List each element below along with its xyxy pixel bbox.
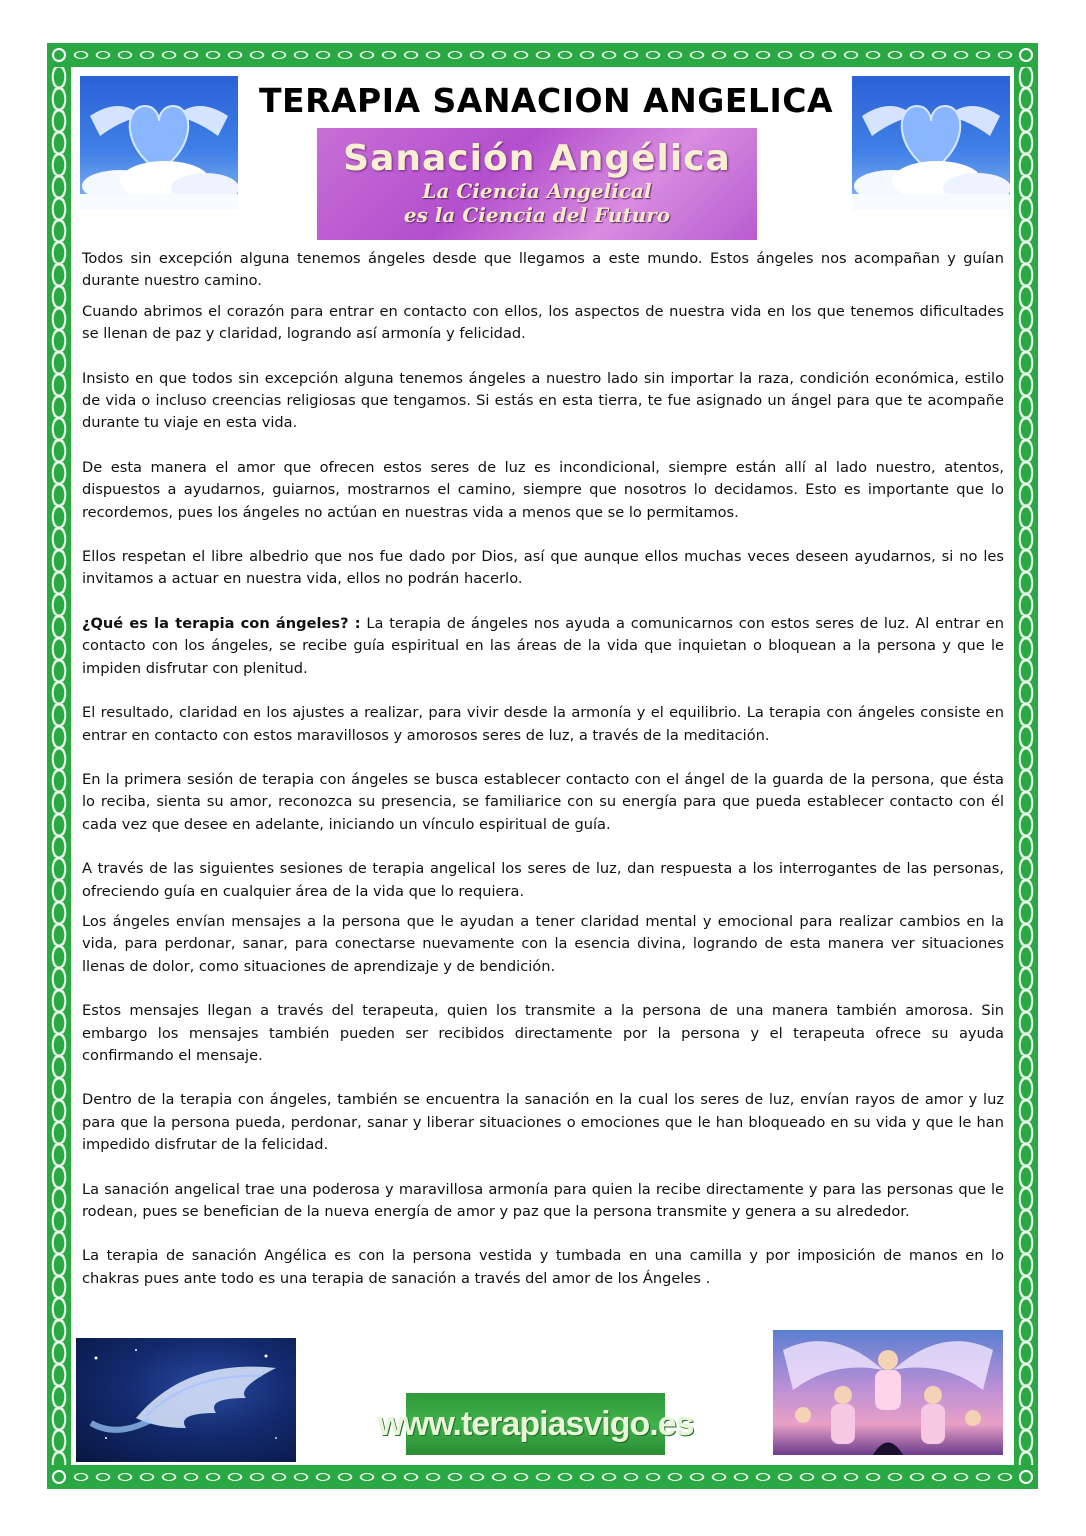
border-chain-bottom <box>47 1465 1038 1489</box>
border-chain-right <box>1014 43 1038 1489</box>
paragraph-question <box>82 613 1004 680</box>
banner-subtitle-line-2: es la Ciencia del Futuro <box>403 203 671 227</box>
website-banner[interactable] <box>377 1393 694 1455</box>
paragraph: En la primera sesión de terapia con ángeles se busca establecer contacto con el ángel de la guarda de la persona, que ésta lo reciba, sienta su amor, reconozca su presencia, se familiarice con su energía para que pueda establecer contacto con él cada vez que desee en adelante, iniciando un vínculo espiritual de guía. <box>82 770 1004 833</box>
paragraph: Cuando abrimos el corazón para entrar en contacto con ellos, los aspectos de nuestra vida en los que tenemos dificultades se llenan de paz y claridad, logrando así armonía y felicidad. <box>82 302 1004 343</box>
article-body <box>82 248 1004 1290</box>
paragraph: Estos mensajes llegan a través del terapeuta, quien los transmite a la persona de una manera también amorosa. Sin embargo los mensajes también pueden ser recibidos directamente por la persona y el terapeuta ofrece su ayuda confirmando el mensaje. <box>82 1002 1004 1064</box>
angels-group-image <box>773 1330 1003 1455</box>
paragraph-question-text: La terapia de ángeles nos ayuda a comunicarnos con estos seres de luz. Al entrar en contacto con los ángeles, se recibe guía espiritual en las áreas de la vida que inquietan o bloquean a la persona y que le impiden disfrutar con plenitud. <box>82 614 1004 677</box>
banner-title: Sanación Angélica <box>343 138 731 179</box>
paragraph: Ellos respetan el libre albedrio que nos fue dado por Dios, así que aunque ellos muchas veces deseen ayudarnos, si no les invitamos a actuar en nuestra vida, ellos no podrán hacerlo. <box>82 548 1004 588</box>
winged-heart-image-left <box>80 76 238 210</box>
paragraph: La sanación angelical trae una poderosa y maravillosa armonía para quien la recibe directamente y para las personas que le rodean, pues se benefician de la nueva energía de amor y paz que la persona transmite y genera a su alrededor. <box>82 1180 1004 1220</box>
banner-subtitle-line-1: La Ciencia Angelical <box>422 179 652 203</box>
website-url[interactable]: www.terapiasvigo.es <box>377 1404 694 1443</box>
angel-wing-night-image <box>76 1338 296 1462</box>
paragraph: Dentro de la terapia con ángeles, también se encuentra la sanación en la cual los seres de luz, envían rayos de amor y luz para que la persona pueda, perdonar, sanar y liberar situaciones o emociones que le han bloqueado en su vida y que le han impedido disfrutar de la felicidad. <box>82 1091 1004 1154</box>
paragraph: La terapia de sanación Angélica es con la persona vestida y tumbada en una camilla y por imposición de manos en lo chakras pues ante todo es una terapia de sanación a través del amor de los Ángeles . <box>82 1247 1004 1287</box>
border-corner-ornament <box>1014 43 1038 67</box>
border-corner-ornament <box>1014 1465 1038 1489</box>
border-corner-ornament <box>47 1465 71 1489</box>
paragraph: De esta manera el amor que ofrecen estos seres de luz es incondicional, siempre están allí al lado nuestro, atentos, dispuestos a ayudarnos, guiarnos, mostrarnos el camino, siempre que nosotros lo decidamos. Esto es importante que lo recordemos, pues los ángeles no actúan en nuestras vida a menos que se lo permitamos. <box>82 458 1004 521</box>
border-corner-ornament <box>47 43 71 67</box>
border-chain-top <box>47 43 1038 67</box>
paragraph: Los ángeles envían mensajes a la persona que le ayudan a tener claridad mental y emocional para realizar cambios en la vida, para perdonar, sanar, para conectarse nuevamente con la esencia divina, logrando de esta manera ver situaciones llenas de dolor, como situaciones de aprendizaje y de bendición. <box>82 912 1004 975</box>
paragraph: Todos sin excepción alguna tenemos ángeles desde que llegamos a este mundo. Estos ángeles nos acompañan y guían durante nuestro camino. <box>82 250 1004 290</box>
sanacion-angelica-banner <box>317 128 757 240</box>
border-chain-left <box>47 43 71 1489</box>
paragraph: Insisto en que todos sin excepción alguna tenemos ángeles a nuestro lado sin importar la raza, condición económica, estilo de vida o incluso creencias religiosas que tengamos. Si estás en esta tierra, te fue asignado un ángel para que te acompañe durante tu viaje en esta vida. <box>82 369 1004 432</box>
question-label: ¿Qué es la terapia con ángeles? : <box>82 614 361 632</box>
paragraph: El resultado, claridad en los ajustes a realizar, para vivir desde la armonía y el equilibrio. La terapia con ángeles consiste en entrar en contacto con estos maravillosos y amorosos seres de luz, a través de la meditación. <box>82 704 1004 744</box>
paragraph: A través de las siguientes sesiones de terapia angelical los seres de luz, dan respuesta a los interrogantes de las personas, ofreciendo guía en cualquier área de la vida que lo requiera. <box>82 860 1004 900</box>
page-title: TERAPIA SANACION ANGELICA <box>259 81 833 120</box>
winged-heart-image-right <box>852 76 1010 210</box>
